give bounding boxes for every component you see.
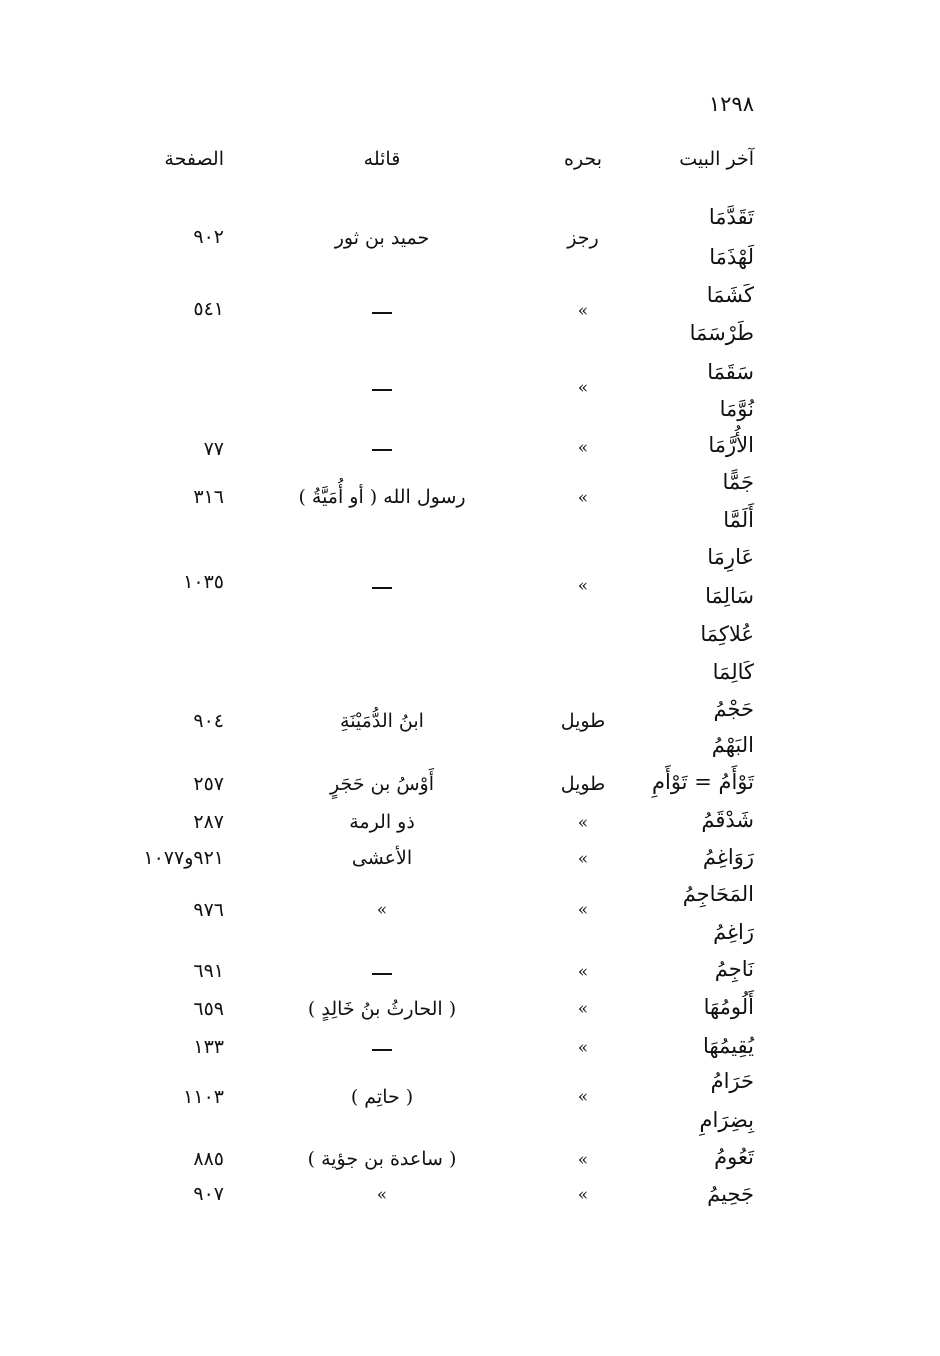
rhyme-word: كَالِمَا <box>712 660 754 684</box>
page-number: ١٢٩٨ <box>708 92 754 116</box>
poet-cell: أَوْسُ بن حَجَرٍ <box>330 773 434 795</box>
dash-mark <box>372 389 392 391</box>
meter-cell: » <box>577 813 589 833</box>
page-cell: ٩٠٤ <box>193 710 224 732</box>
poet-cell <box>232 380 532 399</box>
poet-cell: رسول الله ( أو أُمَيَّةُ ) <box>298 486 466 508</box>
page-cell: ٢٨٧ <box>193 811 224 833</box>
page-cell: ٩٠٧ <box>193 1183 224 1205</box>
meter-cell: » <box>577 849 589 869</box>
meter-cell: » <box>577 488 589 508</box>
header-last-word: آخر البيت <box>679 148 754 170</box>
page-cell: ٥٤١ <box>193 298 224 320</box>
rhyme-word: جَحِيمُ <box>707 1182 754 1206</box>
rhyme-word: كَشَمَا <box>706 283 754 307</box>
rhyme-word: أَلَمَّا <box>723 508 754 532</box>
rhyme-word: جَمًّا <box>722 470 754 494</box>
rhyme-word: حَجْمُ <box>713 697 754 721</box>
header-meter: بحره <box>564 148 602 170</box>
meter-cell: » <box>577 438 589 458</box>
meter-cell: طويل <box>560 710 606 732</box>
rhyme-word: بِضِرَامِ <box>699 1108 754 1132</box>
dash-mark <box>372 312 392 314</box>
dash-mark <box>372 973 392 975</box>
page-cell: ١٠٣٥ <box>183 571 224 593</box>
meter-cell: » <box>577 962 589 982</box>
poet-cell: » <box>376 900 388 920</box>
meter-cell: » <box>577 1038 589 1058</box>
page-cell: ٢٥٧ <box>193 773 224 795</box>
poet-cell: ( الحارثُ بنُ خَالِدٍ ) <box>307 998 457 1020</box>
poet-cell <box>232 303 532 322</box>
page-cell: ٣١٦ <box>193 486 224 508</box>
rhyme-word: أَلُومُهَا <box>703 995 754 1019</box>
rhyme-word: طَرْسَمَا <box>689 321 754 345</box>
poet-cell: حميد بن ثور <box>334 227 430 249</box>
page-cell: ٩٧٦ <box>193 899 224 921</box>
rhyme-word: سَقَمَا <box>707 360 754 384</box>
poet-cell: » <box>376 1185 388 1205</box>
meter-cell: » <box>577 900 589 920</box>
meter-cell: » <box>577 301 589 321</box>
meter-cell: » <box>577 378 589 398</box>
meter-cell: » <box>577 1185 589 1205</box>
dash-mark <box>372 1049 392 1051</box>
page-cell: ٦٩١ <box>193 960 224 982</box>
rhyme-word: عُلاكِمَا <box>700 622 754 646</box>
rhyme-word: لَهْذَمَا <box>709 245 754 269</box>
page-cell: ٩٢١و١٠٧٧ <box>143 847 224 869</box>
poet-cell <box>232 440 532 459</box>
poet-cell: ابنُ الدُّمَيْنَةِ <box>340 710 424 732</box>
dash-mark <box>372 587 392 589</box>
rhyme-word: البَهْمُ <box>711 733 754 757</box>
rhyme-word: حَرَامُ <box>710 1069 754 1093</box>
poet-cell: ذو الرمة <box>349 811 415 833</box>
header-page: الصفحة <box>164 148 224 170</box>
rhyme-word: تَعُومُ <box>714 1145 754 1169</box>
page-cell: ٧٧ <box>203 438 224 460</box>
poet-cell <box>232 1040 532 1059</box>
meter-cell: » <box>577 1087 589 1107</box>
rhyme-word: عَارِمَا <box>707 545 754 569</box>
rhyme-word: نُوَّمَا <box>719 397 754 421</box>
rhyme-word: رَاغِمُ <box>713 920 754 944</box>
rhyme-word: يُقِيمُهَا <box>702 1034 754 1058</box>
meter-cell: طويل <box>560 773 606 795</box>
meter-cell: » <box>577 999 589 1019</box>
poet-cell: ( حاتِم ) <box>350 1086 414 1108</box>
page-cell: ٩٠٢ <box>193 226 224 248</box>
header-poet: قائله <box>363 148 401 170</box>
rhyme-word: شَدْقَمُ <box>701 808 754 832</box>
rhyme-word: تَوْأَمُ = تَوْأَمِ <box>651 770 754 794</box>
page-cell: ٦٥٩ <box>193 998 224 1020</box>
meter-cell: رجز <box>567 227 599 249</box>
rhyme-word: المَحَاجِمُ <box>682 882 754 906</box>
rhyme-word: سَالِمَا <box>705 584 754 608</box>
page-cell: ٨٨٥ <box>193 1148 224 1170</box>
page-cell: ١٣٣ <box>193 1036 224 1058</box>
poet-cell <box>232 578 532 597</box>
rhyme-word: رَوَاغِمُ <box>702 845 754 869</box>
poet-cell: ( ساعدة بن جؤية ) <box>307 1148 457 1170</box>
poet-cell: الأعشى <box>351 847 413 869</box>
dash-mark <box>372 449 392 451</box>
meter-cell: » <box>577 1150 589 1170</box>
rhyme-word: تَقَدَّمَا <box>708 205 754 229</box>
page-cell: ١١٠٣ <box>183 1086 224 1108</box>
poet-cell <box>232 964 532 983</box>
rhyme-word: نَاجِمُ <box>714 957 754 981</box>
rhyme-word: الأُرَّمَا <box>708 433 754 457</box>
meter-cell: » <box>577 576 589 596</box>
